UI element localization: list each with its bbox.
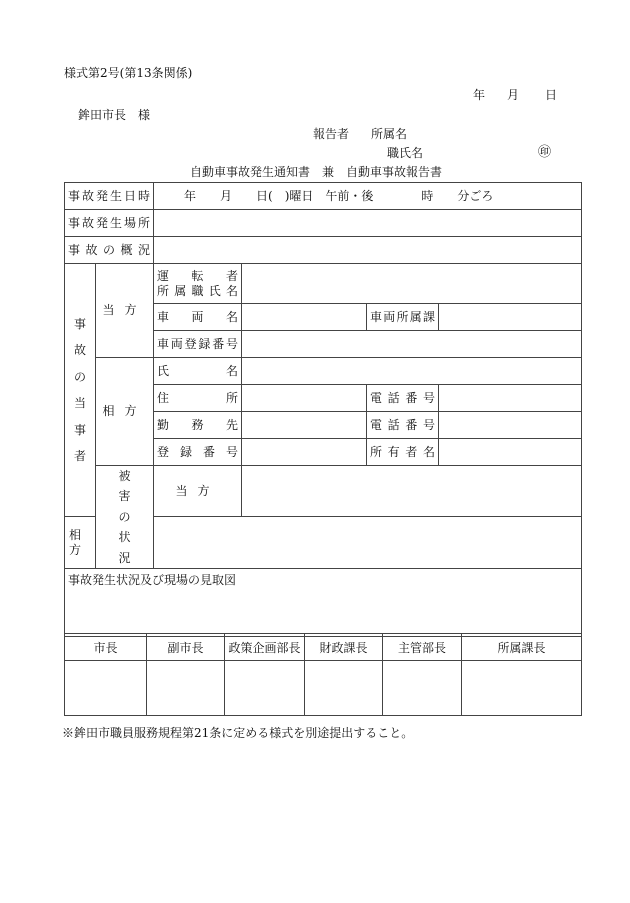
approval-header-row xyxy=(65,634,582,661)
vehicle-name-label: 車両名 xyxy=(154,304,242,331)
row-damage-self xyxy=(65,466,582,517)
summary-field[interactable] xyxy=(154,237,582,264)
workplace-phone-label: 電話番号 xyxy=(367,412,439,439)
owner-field[interactable] xyxy=(439,439,582,466)
place-label: 事故発生場所 xyxy=(65,210,154,237)
reg-number-field[interactable] xyxy=(242,439,367,466)
vehicle-reg-label: 車両登録番号 xyxy=(154,331,242,358)
damage-self-field[interactable] xyxy=(242,466,582,517)
approval-dept-director-label: 主管部長 xyxy=(383,634,462,661)
driver-label-line2: 所属職氏名 xyxy=(157,283,239,298)
driver-label xyxy=(154,264,242,304)
sketch-label: 事故発生状況及び現場の見取図 xyxy=(68,572,237,587)
phone-field[interactable] xyxy=(439,385,582,412)
approval-table xyxy=(64,633,582,716)
row-datetime xyxy=(65,183,582,210)
vehicle-reg-field[interactable] xyxy=(242,331,582,358)
row-summary xyxy=(65,237,582,264)
workplace-label: 勤務先 xyxy=(154,412,242,439)
reg-number-label: 登録番号 xyxy=(154,439,242,466)
name-label: 氏名 xyxy=(154,358,242,385)
workplace-field[interactable] xyxy=(242,412,367,439)
approval-section-chief-stamp[interactable] xyxy=(462,661,582,716)
phone-label: 電話番号 xyxy=(367,385,439,412)
driver-field[interactable] xyxy=(242,264,582,304)
approval-stamp-row xyxy=(65,661,582,716)
parties-label xyxy=(65,264,96,517)
datetime-value[interactable]: 年 月 日( )曜日 午前・後 時 分ごろ xyxy=(154,183,582,210)
form-number: 様式第2号(第13条関係) xyxy=(64,66,193,80)
form-title: 自動車事故発生通知書 兼 自動車事故報告書 xyxy=(190,165,443,179)
self-label: 当方 xyxy=(96,264,154,358)
date-day: 日 xyxy=(545,88,558,102)
address-field[interactable] xyxy=(242,385,367,412)
approval-deputy-mayor-stamp[interactable] xyxy=(147,661,225,716)
sketch-area[interactable] xyxy=(65,568,582,636)
damage-label xyxy=(96,466,154,569)
vehicle-dept-label: 車両所属課 xyxy=(367,304,439,331)
approval-finance-chief-stamp[interactable] xyxy=(305,661,383,716)
date-year: 年 xyxy=(473,88,486,102)
damage-other-label: 相方 xyxy=(65,517,96,568)
approval-finance-chief-label: 財政課長 xyxy=(305,634,383,661)
damage-self-label: 当方 xyxy=(154,466,242,517)
approval-dept-director-stamp[interactable] xyxy=(383,661,462,716)
place-field[interactable] xyxy=(154,210,582,237)
row-other-name xyxy=(65,358,582,385)
damage-other-field[interactable] xyxy=(154,517,582,568)
other-label: 相方 xyxy=(96,358,154,466)
datetime-label: 事故発生日時 xyxy=(65,183,154,210)
row-sketch xyxy=(65,568,582,636)
seal-mark: ㊞ xyxy=(538,145,552,160)
approval-policy-director-stamp[interactable] xyxy=(225,661,305,716)
approval-mayor-stamp[interactable] xyxy=(65,661,147,716)
vehicle-name-field[interactable] xyxy=(242,304,367,331)
address-label: 住所 xyxy=(154,385,242,412)
driver-label-line1: 運転者 xyxy=(157,268,239,283)
vehicle-dept-field[interactable] xyxy=(439,304,582,331)
approval-deputy-mayor-label: 副市長 xyxy=(147,634,225,661)
parties-label-text: 事故の当事者 xyxy=(74,317,87,464)
damage-label-text: 被害の状況 xyxy=(118,469,131,565)
report-form-table xyxy=(64,182,582,637)
workplace-phone-field[interactable] xyxy=(439,412,582,439)
addressee: 鉾田市長 様 xyxy=(78,108,151,122)
approval-policy-director-label: 政策企画部長 xyxy=(225,634,305,661)
row-driver xyxy=(65,264,582,304)
owner-label: 所有者名 xyxy=(367,439,439,466)
summary-label: 事故の概況 xyxy=(65,237,154,264)
reporter-name-label: 職氏名 xyxy=(387,146,424,160)
reporter-affiliation-label: 所属名 xyxy=(371,127,408,141)
footnote: ※鉾田市職員服務規程第21条に定める様式を別途提出すること。 xyxy=(62,726,414,740)
row-place xyxy=(65,210,582,237)
name-field[interactable] xyxy=(242,358,582,385)
date-month: 月 xyxy=(507,88,520,102)
approval-mayor-label: 市長 xyxy=(65,634,147,661)
approval-section-chief-label: 所属課長 xyxy=(462,634,582,661)
reporter-label: 報告者 xyxy=(313,127,350,141)
